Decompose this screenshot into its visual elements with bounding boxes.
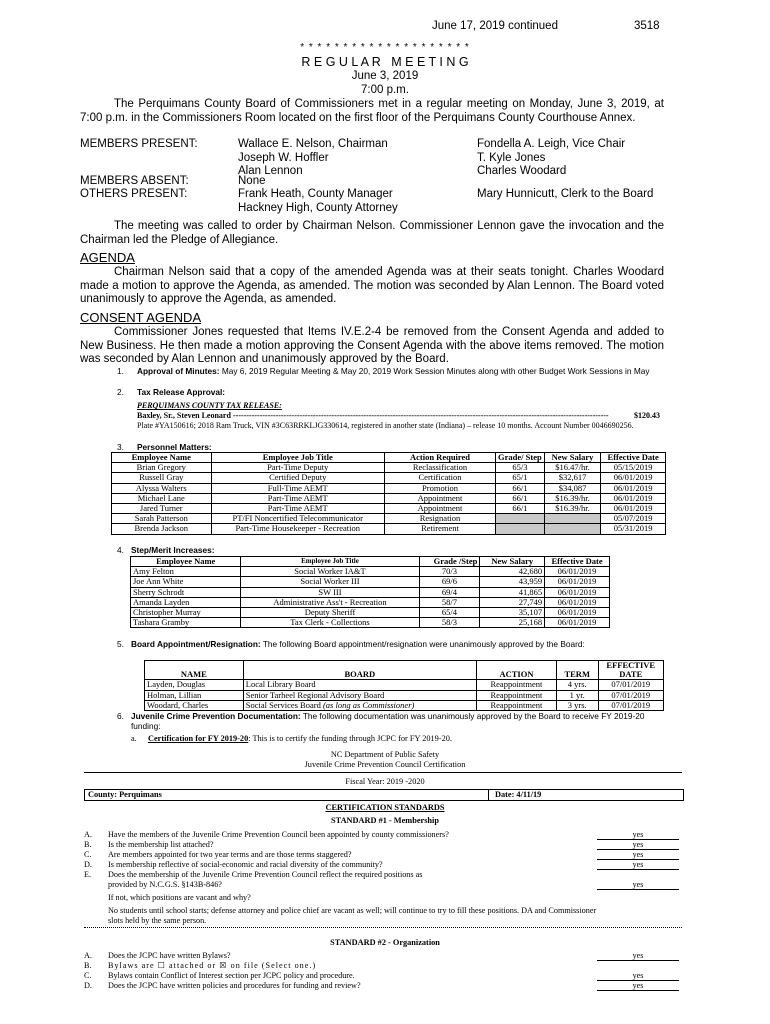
cell: Part-Time AEMT — [211, 493, 384, 503]
call-to-order: The meeting was called to order by Chairman Nelson. Commissioner Lennon gave the invocation and the Chairman led the Pledge of Allegiance. — [80, 220, 664, 246]
cell: Part-Time Housekeeper - Recreation — [211, 524, 384, 534]
cell: 07/01/2019 — [598, 680, 664, 690]
member-name: T. Kyle Jones — [477, 151, 546, 164]
item-number: 5. — [117, 639, 124, 649]
jcpc-documentation — [131, 711, 667, 731]
consent-heading: CONSENT AGENDA — [80, 310, 202, 325]
question-text: Have the members of the Juvenile Crime Prevention Council been appointed by county commissioners? — [108, 830, 449, 839]
agenda-heading: AGENDA — [80, 250, 135, 265]
item-number: 4. — [117, 545, 124, 555]
table-row — [131, 567, 610, 577]
cell: $16.39/hr. — [544, 504, 601, 514]
cell: 06/01/2019 — [601, 473, 666, 483]
item-letter: a. — [131, 734, 137, 743]
cell: Full-Time AEMT — [211, 483, 384, 493]
answer-yes: yes — [597, 951, 679, 961]
cell: 66/1 — [496, 493, 545, 503]
divider — [84, 927, 682, 928]
cell: Reappointment — [476, 700, 556, 710]
table-row — [112, 524, 666, 534]
col-header: Employee Name — [131, 557, 241, 567]
cell: 06/01/2019 — [601, 483, 666, 493]
ncdps-title: NC Department of Public Safety — [330, 750, 440, 759]
cell: 06/01/2019 — [601, 504, 666, 514]
table-row — [131, 597, 610, 607]
others-present-label: OTHERS PRESENT: — [80, 188, 188, 200]
table-row — [145, 680, 664, 690]
cell: Amanda Layden — [131, 597, 241, 607]
item-label: Step/Merit Increases: — [131, 545, 215, 555]
standards-title: CERTIFICATION STANDARDS — [325, 803, 445, 812]
answer-yes: yes — [597, 850, 679, 860]
cell: 42,680 — [480, 567, 545, 577]
table-row — [131, 587, 610, 597]
tax-release-line: Baxley, Sr., Steven Leonard --------------------------------------------------------------------------------------------------------------------------------------------- — [137, 411, 609, 420]
member-name: Fondella A. Leigh, Vice Chair — [477, 138, 626, 150]
member-name: Mary Hunnicutt, Clerk to the Board — [477, 188, 654, 200]
cell: Promotion — [384, 483, 495, 493]
question-text: Does the JCPC have written Bylaws? — [108, 951, 231, 960]
cell: $34,087 — [544, 483, 601, 493]
divider — [84, 772, 682, 773]
cell: 06/01/2019 — [545, 587, 610, 597]
county-date-box — [84, 789, 684, 801]
answer-yes: yes — [597, 830, 679, 840]
meeting-date: June 3, 2019 — [351, 70, 419, 82]
cell: 70/3 — [419, 567, 480, 577]
cell: 05/31/2019 — [601, 524, 666, 534]
cell: 05/15/2019 — [601, 463, 666, 473]
cell: Joe Ann White — [131, 577, 241, 587]
fiscal-year: Fiscal Year: 2019 -2020 — [345, 777, 425, 786]
consent-paragraph: Commissioner Jones requested that Items IV.E.2-4 be removed from the Consent Agenda and added to New Business. He then made a motion approving the Consent Agenda with the above items removed. The motion was seconded by Alan Lennon and unanimously approved by the Board. — [80, 326, 664, 365]
members-absent-label: MEMBERS ABSENT: — [80, 175, 189, 187]
cell: 06/01/2019 — [545, 577, 610, 587]
cell: Alyssa Walters — [112, 483, 212, 493]
item-text: The following Board appointment/resignation were unanimously approved by the Board: — [262, 639, 585, 649]
cell: Social Worker IA&T — [241, 567, 419, 577]
cell: 07/01/2019 — [598, 700, 664, 710]
cell: Retirement — [384, 524, 495, 534]
cell: Tax Clerk - Collections — [241, 618, 419, 628]
cell: Sherry Schrodt — [131, 587, 241, 597]
col-header: New Salary — [544, 453, 601, 463]
meeting-time: 7:00 p.m. — [361, 84, 409, 96]
table-header-row — [112, 453, 666, 463]
question-letter: B. — [84, 840, 92, 849]
shaded-cell — [544, 524, 601, 534]
cell: 25,168 — [480, 618, 545, 628]
shaded-cell — [496, 524, 545, 534]
cell: 4 yrs. — [556, 680, 598, 690]
item-label: Juvenile Crime Prevention Documentation: — [131, 711, 301, 721]
cell: $16.39/hr. — [544, 493, 601, 503]
answer-yes: yes — [597, 840, 679, 850]
col-header: Effective Date — [545, 557, 610, 567]
vacant-question: If not, which positions are vacant and why? — [108, 893, 251, 902]
table-row — [131, 618, 610, 628]
cell: Michael Lane — [112, 493, 212, 503]
cell: PT/FI Noncertified Telecommunicator — [211, 514, 384, 524]
certification-line — [148, 734, 452, 743]
cell: 65/4 — [419, 608, 480, 618]
member-name: Frank Heath, County Manager — [238, 188, 393, 200]
question-text: Is membership reflective of social-economic and racial diversity of the community? — [108, 860, 383, 869]
tax-release-amount: $120.43 — [634, 411, 660, 420]
member-name: Charles Woodard — [477, 165, 567, 177]
board-table — [144, 660, 664, 711]
shaded-cell — [496, 514, 545, 524]
item-number: 3. — [117, 442, 124, 452]
item-text: May 6, 2019 Regular Meeting & May 20, 2019 Work Session Minutes along with other Budget Work Sessions in May — [221, 366, 650, 376]
cell: 69/6 — [419, 577, 480, 587]
member-name: Joseph W. Hoffler — [238, 151, 329, 164]
tax-release-label — [137, 387, 225, 397]
cell: 06/01/2019 — [545, 567, 610, 577]
bylaws-attached-or-on-file: Bylaws are ☐ attached or ☒ on file (Select one.) — [108, 961, 317, 970]
table-row — [145, 700, 664, 710]
cell: 06/01/2019 — [545, 597, 610, 607]
cell: Social Worker III — [241, 577, 419, 587]
table-row — [112, 473, 666, 483]
table-row — [112, 483, 666, 493]
others-present-col2 — [477, 188, 653, 202]
col-header: Employee Job Title — [241, 557, 419, 567]
board-appointment — [131, 639, 667, 649]
question-text: Bylaws contain Conflict of Interest section per JCPC policy and procedure. — [108, 971, 355, 980]
cell: Local Library Board — [243, 680, 476, 690]
standard-1-title: STANDARD #1 - Membership — [331, 816, 439, 825]
col-header: Grade /Step — [419, 557, 480, 567]
step-merit-label — [131, 545, 214, 555]
cell: Reclassification — [384, 463, 495, 473]
cell: $16.47/hr. — [544, 463, 601, 473]
cell: Brenda Jackson — [112, 524, 212, 534]
col-header: BOARD — [243, 661, 476, 680]
question-letter: E. — [84, 870, 92, 879]
question-letter: C. — [84, 971, 92, 980]
table-row — [112, 514, 666, 524]
cell: 06/01/2019 — [545, 608, 610, 618]
cell: Amy Felton — [131, 567, 241, 577]
cell: 41,865 — [480, 587, 545, 597]
table-row — [131, 608, 610, 618]
cell: Russell Gray — [112, 473, 212, 483]
standard-2-questions — [0, 951, 770, 993]
cell: Brian Gregory — [112, 463, 212, 473]
question-letter: A. — [84, 951, 92, 960]
item-number: 1. — [117, 366, 124, 376]
cell — [243, 700, 476, 710]
cell: Christopher Murray — [131, 608, 241, 618]
table-row — [112, 493, 666, 503]
cell: 06/01/2019 — [545, 618, 610, 628]
vacant-answer: No students until school starts; defense attorney and police chief are vacant as well; will continue to try to fill these positions. DA and Commissioner slots held by the same person. — [108, 906, 597, 925]
members-present-col2 — [477, 138, 625, 179]
member-name: Hackney High, County Attorney — [238, 201, 398, 214]
table-header-row — [145, 661, 664, 680]
cell: 05/07/2019 — [601, 514, 666, 524]
col-header: Effective Date — [601, 453, 666, 463]
approval-of-minutes — [137, 366, 667, 376]
cell: Part-Time AEMT — [211, 504, 384, 514]
members-present-col1 — [238, 138, 388, 179]
cell: Jared Turner — [112, 504, 212, 514]
tax-release-detail: Plate #YA150616; 2018 Ram Truck, VIN #3C63RRKLJG330614, registered in another state (Indiana) – release 10 months. Account Number 0046690256. — [137, 421, 634, 430]
cell: 69/4 — [419, 587, 480, 597]
question-letter: D. — [84, 860, 92, 869]
cell: 65/1 — [496, 473, 545, 483]
question-letter: C. — [84, 850, 92, 859]
cell: Deputy Sheriff — [241, 608, 419, 618]
col-header: EFFECTIVE DATE — [598, 661, 664, 680]
item-label: Board Appointment/Resignation: — [131, 639, 261, 649]
col-header: ACTION — [476, 661, 556, 680]
col-header: NAME — [145, 661, 244, 680]
question-text: Are members appointed for two year terms and are those terms staggered? — [108, 850, 352, 859]
continued-date: June 17, 2019 continued — [432, 20, 558, 32]
cell: Appointment — [384, 504, 495, 514]
members-present-label: MEMBERS PRESENT: — [80, 138, 198, 150]
cell: Part-Time Deputy — [211, 463, 384, 473]
question-text: Does the membership of the Juvenile Crime Prevention Council reflect the required positions as — [108, 870, 423, 879]
agenda-paragraph: Chairman Nelson said that a copy of the amended Agenda was at their seats tonight. Charles Woodard made a motion to approve the Agenda, as amended. The motion was seconded by Alan Lennon. The Board voted unanimously to approve the Agenda, as amended. — [80, 266, 664, 305]
member-name: Alan Lennon — [238, 165, 303, 177]
question-letter: B. — [84, 961, 92, 970]
jcpc-title: Juvenile Crime Prevention Council Certification — [304, 760, 466, 769]
table-header-row — [131, 557, 610, 567]
members-absent: None — [238, 175, 266, 187]
table-row — [145, 690, 664, 700]
cell: SW III — [241, 587, 419, 597]
cell: Holman, Lillian — [145, 690, 244, 700]
tax-release-heading: PERQUIMANS COUNTY TAX RELEASE: — [137, 401, 282, 410]
cell: 27,749 — [480, 597, 545, 607]
col-header: New Salary — [480, 557, 545, 567]
col-header: Employee Name — [112, 453, 212, 463]
item-number: 6. — [117, 711, 124, 721]
meeting-title: R E G U L A R M E E T I N G — [301, 55, 469, 69]
table-row — [112, 463, 666, 473]
cell: $32,617 — [544, 473, 601, 483]
certification-label: Certification for FY 2019-20 — [148, 734, 249, 743]
table-row — [112, 504, 666, 514]
question-text-cont: provided by N.C.G.S. §143B-846? — [108, 880, 222, 889]
item-label: Approval of Minutes: — [137, 366, 220, 376]
question-letter: D. — [84, 981, 92, 990]
cell: Woodard, Charles — [145, 700, 244, 710]
table-row — [131, 577, 610, 587]
item-text: The following documentation was unanimously approved by the Board to receive FY 2019-20 funding: — [131, 711, 645, 731]
col-header: Grade/ Step — [496, 453, 545, 463]
personnel-label — [137, 442, 212, 452]
cell: Resignation — [384, 514, 495, 524]
item-number: 2. — [117, 387, 124, 397]
question-text: Is the membership list attached? — [108, 840, 214, 849]
cell: Certification — [384, 473, 495, 483]
cell: Certified Deputy — [211, 473, 384, 483]
cell: 07/01/2019 — [598, 690, 664, 700]
cell: 65/3 — [496, 463, 545, 473]
cell: 58/7 — [419, 597, 480, 607]
cell: Layden, Douglas — [145, 680, 244, 690]
divider — [488, 790, 489, 800]
answer-yes: yes — [597, 981, 679, 991]
cell: 66/1 — [496, 483, 545, 493]
merit-table — [130, 556, 610, 628]
county-label: County: Perquimans — [88, 790, 162, 799]
col-header: Employee Job Title — [211, 453, 384, 463]
intro-paragraph: The Perquimans County Board of Commissioners met in a regular meeting on Monday, June 3, 2019, at 7:00 p.m. in the Commissioners Room located on the first floor of the Perquimans County Courthouse Annex. — [80, 98, 664, 124]
page-number: 3518 — [634, 20, 660, 32]
taxpayer-name: Baxley, Sr., Steven Leonard — [137, 411, 231, 420]
personnel-table — [111, 452, 666, 535]
col-header: TERM — [556, 661, 598, 680]
cell: Sarah Patterson — [112, 514, 212, 524]
question-text: Does the JCPC have written policies and procedures for funding and review? — [108, 981, 361, 990]
board-note: (as long as Commissioner) — [322, 699, 415, 710]
answer-yes: yes — [597, 860, 679, 870]
cell: 58/3 — [419, 618, 480, 628]
shaded-cell — [544, 514, 601, 524]
answer-yes: yes — [597, 880, 679, 890]
cell: Senior Tarheel Regional Advisory Board — [243, 690, 476, 700]
date-label: Date: 4/11/19 — [495, 790, 542, 799]
cell: Administrative Ass't - Recreation — [241, 597, 419, 607]
answer-yes: yes — [597, 971, 679, 981]
question-letter: A. — [84, 830, 92, 839]
cell: Appointment — [384, 493, 495, 503]
standard-1-questions — [0, 830, 770, 890]
certification-text: : This is to certify the funding through JCPC for FY 2019-20. — [248, 734, 452, 743]
item-label: Personnel Matters: — [137, 442, 212, 452]
star-divider: * * * * * * * * * * * * * * * * * * * * — [300, 42, 470, 53]
col-header: Action Required — [384, 453, 495, 463]
board-name: Social Services Board — [245, 699, 323, 710]
standard-2-title: STANDARD #2 - Organization — [330, 938, 440, 947]
cell: Reappointment — [476, 680, 556, 690]
cell: 43,959 — [480, 577, 545, 587]
cell: Reappointment — [476, 690, 556, 700]
cell: Tashara Gramby — [131, 618, 241, 628]
cell: 06/01/2019 — [601, 493, 666, 503]
cell: 35,107 — [480, 608, 545, 618]
member-name: Wallace E. Nelson, Chairman — [238, 138, 388, 150]
cell: 1 yr. — [556, 690, 598, 700]
others-present-col1 — [238, 188, 398, 215]
item-label: Tax Release Approval: — [137, 387, 226, 397]
cell: 3 yrs. — [556, 700, 598, 710]
cell: 66/1 — [496, 504, 545, 514]
